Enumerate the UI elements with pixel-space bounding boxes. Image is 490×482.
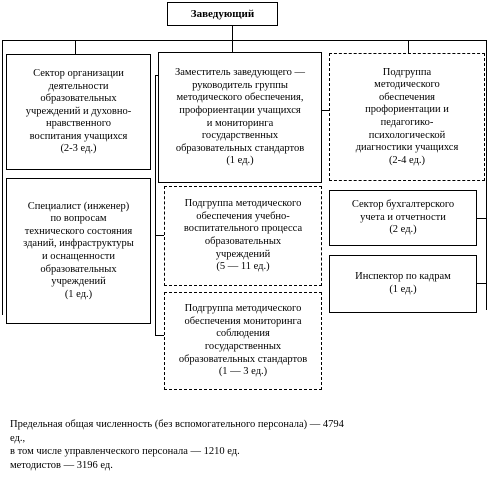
subgroup-method-label: Подгруппа методического обеспечения учебно- воспитательного процесса образовательных учреждений (5 — 11 ед.) bbox=[183, 198, 303, 273]
bus-to-sector-line bbox=[75, 40, 76, 54]
head-label: Заведующий bbox=[190, 7, 255, 20]
right-outer-vertical-line bbox=[486, 40, 487, 310]
staff-totals-note: Предельная общая численность (без вспомогательного персонала) — 4794 ед., в том числе управленческого персонала — 1210 ед. методистов — 3196 ед. bbox=[10, 419, 344, 471]
bus-to-career-line bbox=[408, 40, 409, 53]
sector-organization-label: Сектор организации деятельности образовательных учреждений и духовно- нравственного воспитания учащихся (2-3 ед.) bbox=[25, 67, 132, 155]
hr-inspector-label: Инспектор по кадрам (1 ед.) bbox=[355, 271, 451, 295]
bracket-to-method-tick bbox=[155, 235, 164, 236]
subgroup-method-box bbox=[164, 186, 322, 286]
deputy-head-box bbox=[158, 52, 322, 183]
hr-inspector-box bbox=[329, 255, 477, 313]
left-outer-vertical-line bbox=[2, 40, 3, 315]
subgroup-career-box bbox=[329, 53, 485, 181]
accounting-sector-box bbox=[329, 190, 477, 246]
deputy-head-label: Заместитель заведующего — руководитель группы методического обеспечения, профориентации учащихся и мониторинга государственных образовательных стандартов (1 ед.) bbox=[174, 67, 306, 167]
right-bus-to-hr-line bbox=[477, 283, 487, 284]
accounting-sector-label: Сектор бухгалтерского учета и отчетности (2 ед.) bbox=[351, 199, 455, 236]
engineer-label: Специалист (инженер) по вопросам технического состояния зданий, инфраструктуры и оснащенности образовательных учреждений (1 ед.) bbox=[23, 200, 134, 300]
deputy-left-bracket-line bbox=[155, 75, 156, 335]
head-box bbox=[167, 2, 278, 26]
sector-organization-box bbox=[6, 54, 151, 170]
subgroup-monitoring-box bbox=[164, 292, 322, 390]
head-to-bus-line bbox=[232, 25, 233, 40]
right-bus-to-accounting-line bbox=[477, 218, 487, 219]
deputy-to-career-line bbox=[321, 110, 329, 111]
bus-to-deputy-line bbox=[232, 40, 233, 52]
subgroup-career-label: Подгруппа методического обеспечения профориентации и педагогико- психологической диагностики учащихся (2-4 ед.) bbox=[355, 66, 459, 166]
engineer-box bbox=[6, 178, 151, 324]
bracket-to-monitoring-tick bbox=[155, 335, 164, 336]
subgroup-monitoring-label: Подгруппа методического обеспечения мониторинга соблюдения государственных образовательных стандартов (1 — 3 ед.) bbox=[178, 303, 308, 378]
